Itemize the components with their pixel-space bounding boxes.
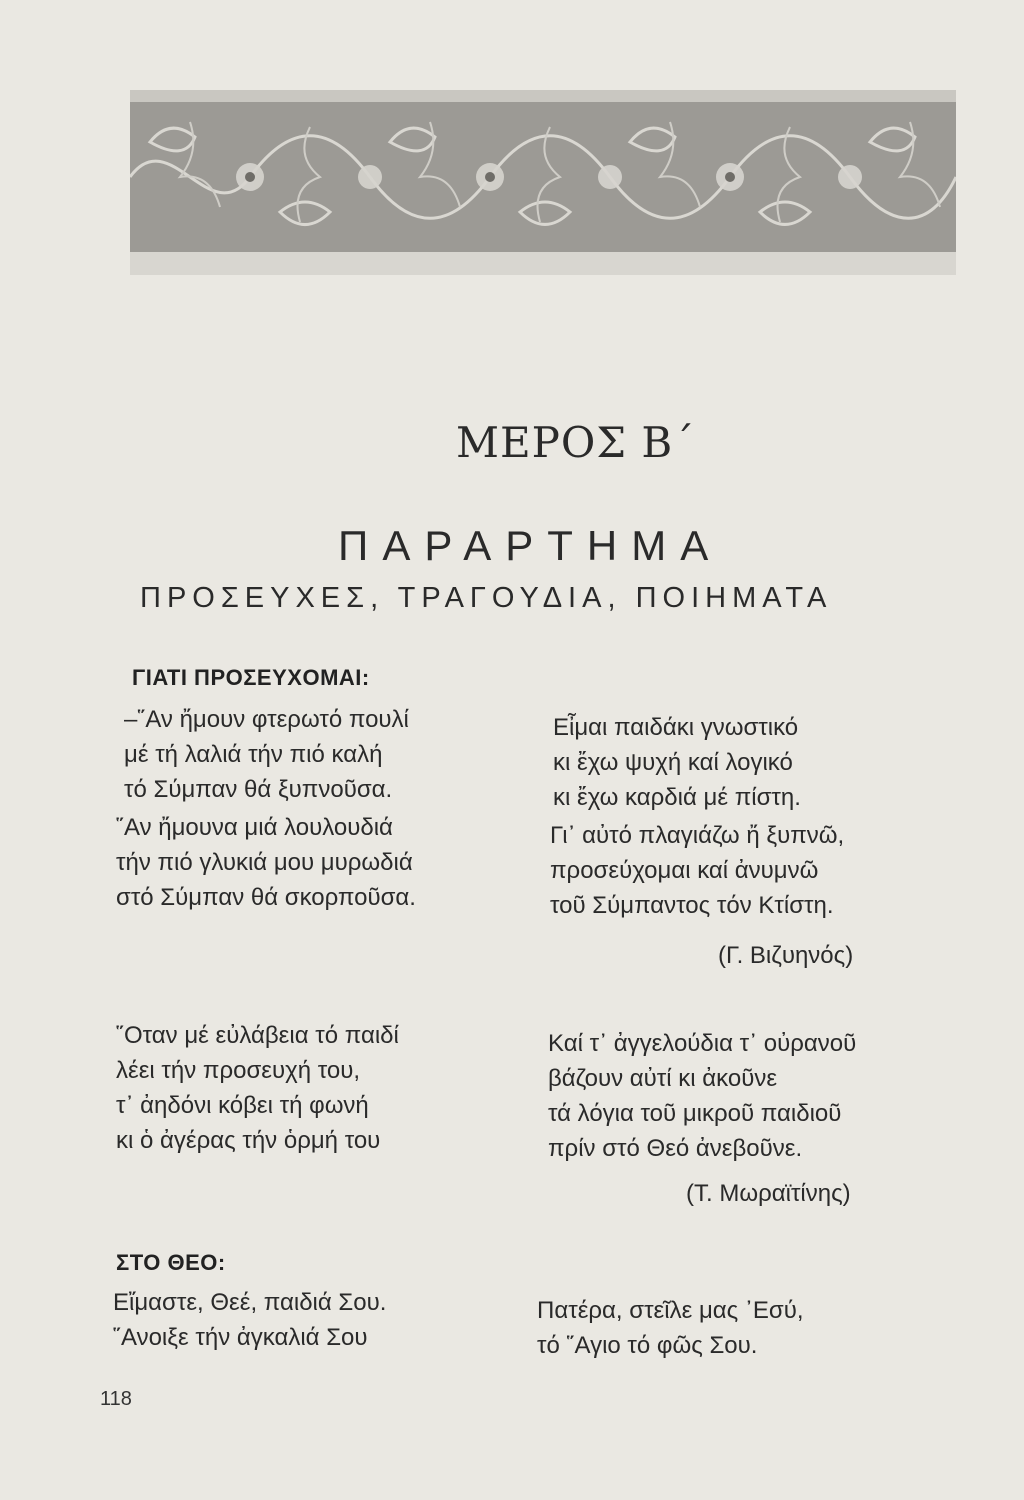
page-number: 118: [100, 1388, 132, 1410]
poem1-right-stanza-1: [553, 710, 801, 815]
poem2-author: (Τ. Μωραϊτίνης): [686, 1180, 851, 1207]
verse-line: ῞Οταν μέ εὐλάβεια τό παιδί: [116, 1022, 399, 1049]
section-title: ΜΕΡΟΣ Β΄: [456, 418, 696, 467]
decorative-header-band: [130, 90, 956, 275]
poem1-left-stanza-2: [116, 810, 416, 915]
verse-line: Εἴμαστε, Θεέ, παιδιά Σου.: [113, 1289, 387, 1316]
verse-line: Πατέρα, στεῖλε μας ᾽Εσύ,: [537, 1297, 804, 1324]
verse-line: λέει τήν προσευχή του,: [116, 1057, 360, 1084]
verse-line: πρίν στό Θεό ἀνεβοῦνε.: [548, 1135, 803, 1162]
verse-line: στό Σύμπαν θά σκορποῦσα.: [116, 884, 416, 911]
poem1-right-stanza-2: [550, 818, 844, 923]
appendix-title: ΠΑΡΑΡΤΗΜΑ: [338, 522, 723, 569]
floral-ornament-icon: [130, 102, 956, 252]
poem-heading-to-god: ΣΤΟ ΘΕΟ:: [116, 1250, 226, 1275]
poem-heading-why-pray: ΓΙΑΤΙ ΠΡΟΣΕΥΧΟΜΑΙ:: [132, 665, 370, 690]
poem3-left-stanza: [113, 1285, 386, 1355]
verse-line: Εἶμαι παιδάκι γνωστικό: [553, 714, 799, 741]
verse-line: τό ῞Αγιο τό φῶς Σου.: [537, 1332, 758, 1359]
appendix-subtitle: ΠΡΟΣΕΥΧΕΣ, ΤΡΑΓΟΥΔΙΑ, ΠΟΙΗΜΑΤΑ: [140, 582, 833, 614]
verse-line: τήν πιό γλυκιά μου μυρωδιά: [116, 849, 413, 876]
poem2-left-stanza: [116, 1018, 399, 1158]
verse-line: βάζουν αὐτί κι ἀκοῦνε: [548, 1065, 778, 1092]
verse-line: τοῦ Σύμπαντος τόν Κτίστη.: [550, 892, 834, 919]
verse-line: τά λόγια τοῦ μικροῦ παιδιοῦ: [548, 1100, 842, 1127]
verse-line: προσεύχομαι καί ἀνυμνῶ: [550, 857, 819, 884]
poem2-right-stanza: [548, 1026, 856, 1166]
verse-line: ῞Αν ἤμουνα μιά λουλουδιά: [116, 814, 393, 841]
poem1-left-stanza-1: [124, 702, 409, 807]
verse-line: τ᾽ ἀηδόνι κόβει τή φωνή: [116, 1092, 369, 1119]
verse-line: μέ τή λαλιά τήν πιό καλή: [124, 741, 383, 768]
verse-line: τό Σύμπαν θά ξυπνοῦσα.: [124, 776, 393, 803]
verse-line: –῞Αν ἤμουν φτερωτό πουλί: [124, 706, 409, 733]
poem1-author: (Γ. Βιζυηνός): [718, 942, 854, 969]
poem3-right-stanza: [537, 1293, 803, 1363]
verse-line: Γι᾽ αὐτό πλαγιάζω ἤ ξυπνῶ,: [550, 822, 845, 849]
verse-line: κι ἔχω ψυχή καί λογικό: [553, 749, 793, 776]
verse-line: κι ἔχω καρδιά μέ πίστη.: [553, 784, 801, 811]
ornament-bottom-strip: [130, 252, 956, 275]
verse-line: ῞Ανοιξε τήν ἀγκαλιά Σου: [113, 1324, 368, 1351]
verse-line: κι ὁ ἀγέρας τήν ὁρμή του: [116, 1127, 381, 1154]
verse-line: Καί τ᾽ ἀγγελούδια τ᾽ οὐρανοῦ: [548, 1030, 857, 1057]
